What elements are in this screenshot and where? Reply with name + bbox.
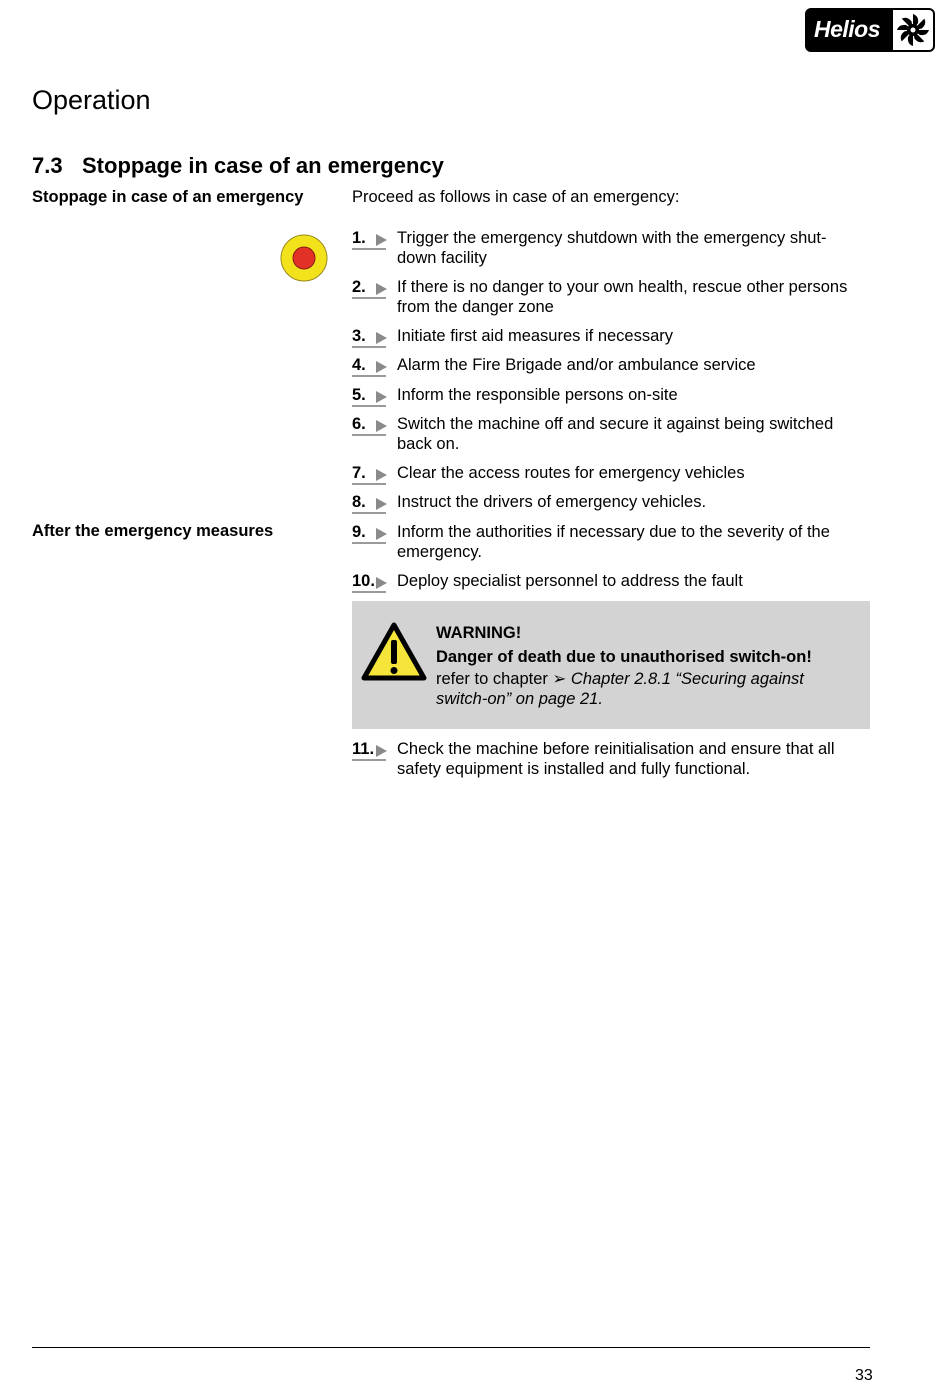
arrow-icon: [376, 361, 387, 373]
step-number: 2.: [352, 278, 386, 299]
section-title: [32, 153, 444, 179]
step-number: 9.: [352, 523, 386, 544]
step-10: [352, 572, 882, 592]
step-7: [352, 464, 882, 484]
step-4: [352, 356, 882, 376]
fan-icon: [893, 10, 933, 50]
step-6: [352, 415, 882, 454]
step-9: [352, 523, 882, 562]
arrow-icon: [376, 332, 387, 344]
step-text: Alarm the Fire Brigade and/or ambulance service: [397, 356, 756, 374]
step-text: Deploy specialist personnel to address the fault: [397, 572, 743, 590]
side-label-after: After the emergency measures: [32, 522, 274, 540]
arrow-icon: [376, 234, 387, 246]
step-number: 1.: [352, 229, 386, 250]
step-number: 8.: [352, 493, 386, 514]
step-number: 5.: [352, 386, 386, 407]
section-title-text: Stoppage in case of an emergency: [82, 153, 444, 178]
warning-content: [436, 621, 856, 709]
arrow-icon: [376, 283, 387, 295]
step-text: If there is no danger to your own health, rescue other persons from the danger zone: [397, 278, 848, 316]
step-8: [352, 493, 882, 513]
step-text: Inform the authorities if necessary due to the severity of the emergency.: [397, 523, 830, 561]
section-number: 7.3: [32, 153, 63, 178]
arrow-icon: [376, 420, 387, 432]
reference-arrow-icon: ➢: [552, 670, 567, 688]
warning-reference: [436, 670, 856, 709]
arrow-icon: [376, 391, 387, 403]
step-number: 10.: [352, 572, 386, 593]
step-text: Instruct the drivers of emergency vehicles.: [397, 493, 707, 511]
step-text: Inform the responsible persons on-site: [397, 386, 678, 404]
warning-title: WARNING!: [436, 624, 522, 642]
step-text: Switch the machine off and secure it against being switched back on.: [397, 415, 834, 453]
arrow-icon: [376, 577, 387, 589]
step-11: [352, 740, 882, 779]
warning-box: [352, 601, 870, 729]
footer-divider: [32, 1347, 870, 1348]
step-text: Clear the access routes for emergency vehicles: [397, 464, 745, 482]
step-5: [352, 386, 882, 406]
step-number: 4.: [352, 356, 386, 377]
logo-text: Helios: [814, 16, 881, 42]
step-text: Initiate first aid measures if necessary: [397, 327, 674, 345]
warning-triangle-icon: [361, 622, 427, 682]
page-number: 33: [855, 1367, 873, 1384]
side-label-stoppage: Stoppage in case of an emergency: [32, 188, 304, 206]
helios-logo: [805, 8, 935, 52]
reference-prefix: refer to chapter: [436, 670, 553, 688]
step-3: [352, 327, 882, 347]
step-number: 3.: [352, 327, 386, 348]
step-number: 11.: [352, 740, 386, 761]
arrow-icon: [376, 469, 387, 481]
arrow-icon: [376, 498, 387, 510]
chapter-title: Operation: [32, 85, 151, 115]
warning-subtitle: Danger of death due to unauthorised switch-on!: [436, 648, 812, 666]
step-text: Trigger the emergency shutdown with the emergency shut- down facility: [397, 229, 827, 267]
arrow-icon: [376, 745, 387, 757]
step-number: 6.: [352, 415, 386, 436]
emergency-stop-icon: [280, 234, 328, 282]
step-number: 7.: [352, 464, 386, 485]
chapter-reference-link[interactable]: Chapter 2.8.1 “Securing against switch-on” on page 21.: [436, 670, 804, 708]
step-text: Check the machine before reinitialisation and ensure that all safety equipment is installed and fully functional.: [397, 740, 835, 778]
step-2: [352, 278, 882, 317]
arrow-icon: [376, 528, 387, 540]
step-1: [352, 229, 882, 268]
intro-text: Proceed as follows in case of an emergency:: [352, 188, 680, 206]
